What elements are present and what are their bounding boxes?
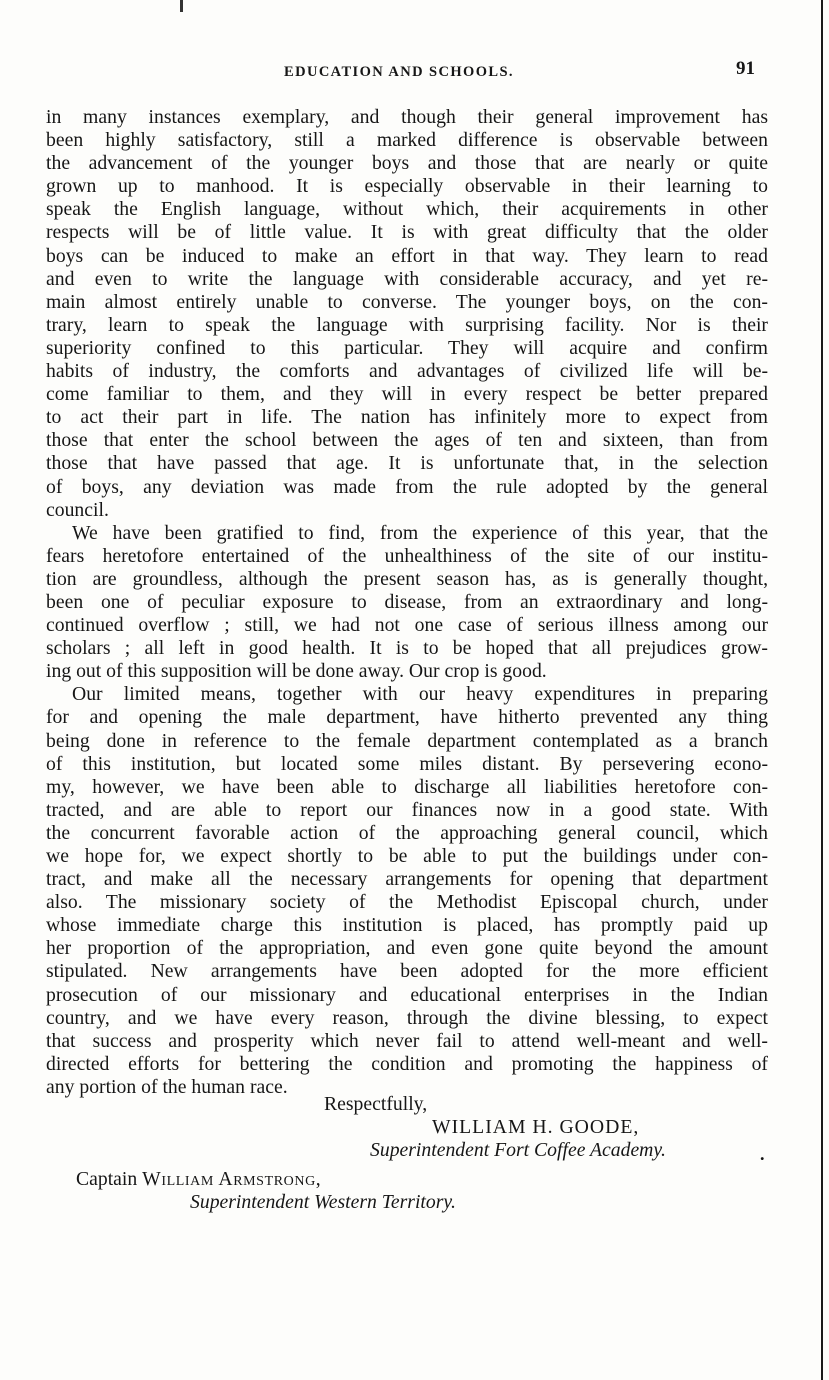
- text-line: speak the English language, without which, their acquirements in other: [46, 198, 768, 221]
- text-line: for and opening the male department, have hitherto prevented any thing: [46, 706, 768, 729]
- text-line: council.: [46, 498, 109, 521]
- text-line: also. The missionary society of the Methodist Episcopal church, under: [46, 891, 768, 914]
- text-line: tion are groundless, although the present season has, as is generally thought,: [46, 567, 768, 590]
- scan-mark: [180, 0, 183, 12]
- text-line: being done in reference to the female department contemplated as a branch: [46, 729, 768, 752]
- text-line: scholars ; all left in good health. It is to be hoped that all prejudices grow-: [46, 637, 768, 660]
- paragraph: [46, 106, 768, 522]
- text-line: tracted, and are able to report our finances now in a good state. With: [46, 798, 768, 821]
- text-line: my, however, we have been able to discharge all liabilities heretofore con-: [46, 775, 768, 798]
- text-line: that success and prosperity which never fail to attend well-meant and well-: [46, 1029, 768, 1052]
- text-line: those that enter the school between the ages of ten and sixteen, than from: [46, 429, 768, 452]
- text-line: the advancement of the younger boys and those that are nearly or quite: [46, 152, 768, 175]
- text-line: those that have passed that age. It is unfortunate that, in the selection: [46, 452, 768, 475]
- body-text: [46, 106, 768, 1099]
- text-line: the concurrent favorable action of the approaching general council, which: [46, 821, 768, 844]
- text-line: stipulated. New arrangements have been adopted for the more efficient: [46, 960, 768, 983]
- text-line: Our limited means, together with our heavy expenditures in preparing: [72, 683, 768, 706]
- text-line: continued overflow ; still, we had not one case of serious illness among our: [46, 614, 768, 637]
- text-line: prosecution of our missionary and educational enterprises in the Indian: [46, 983, 768, 1006]
- text-line: habits of industry, the comforts and advantages of civilized life will be-: [46, 360, 768, 383]
- paragraph: [46, 683, 768, 1099]
- text-line: tract, and make all the necessary arrangements for opening that department: [46, 868, 768, 891]
- text-line: We have been gratified to find, from the experience of this year, that the: [72, 521, 768, 544]
- text-line: come familiar to them, and they will in every respect be better prepared: [46, 383, 768, 406]
- signer-name: WILLIAM H. GOODE,: [432, 1116, 640, 1138]
- paragraph: [46, 522, 768, 684]
- text-line: grown up to manhood. It is especially observable in their learning to: [46, 175, 768, 198]
- addressee-prefix: Captain: [76, 1168, 143, 1190]
- text-line: to act their part in life. The nation has infinitely more to expect from: [46, 406, 768, 429]
- closing: Respectfully,: [324, 1093, 428, 1115]
- text-line: fears heretofore entertained of the unhealthiness of the site of our institu-: [46, 544, 768, 567]
- addressee-name: William Armstrong,: [142, 1168, 322, 1190]
- text-line: country, and we have every reason, through the divine blessing, to expect: [46, 1006, 768, 1029]
- text-line: we hope for, we expect shortly to be able to put the buildings under con-: [46, 845, 768, 867]
- signer-title: Superintendent Fort Coffee Academy.: [370, 1139, 666, 1161]
- running-head: EDUCATION AND SCHOOLS.: [284, 64, 514, 80]
- text-line: whose immediate charge this institution is placed, has promptly paid up: [46, 914, 768, 937]
- text-line: been highly satisfactory, still a marked difference is observable between: [46, 129, 768, 152]
- text-line: her proportion of the appropriation, and even gone quite beyond the amount: [46, 937, 768, 960]
- text-line: been one of peculiar exposure to disease, from an extraordinary and long-: [46, 590, 768, 613]
- page-number: 91: [736, 58, 755, 79]
- text-line: superiority confined to this particular. They will acquire and confirm: [46, 336, 768, 359]
- text-line: ing out of this supposition will be done away. Our crop is good.: [46, 660, 547, 683]
- text-line: of this institution, but located some miles distant. By persevering econo-: [46, 752, 768, 775]
- addressee: [76, 1168, 829, 1191]
- text-line: in many instances exemplary, and though their general improvement has: [46, 106, 768, 128]
- text-line: directed efforts for bettering the condition and promoting the happiness of: [46, 1052, 768, 1075]
- text-line: respects will be of little value. It is with great difficulty that the older: [46, 221, 768, 244]
- text-line: any portion of the human race.: [46, 1075, 288, 1098]
- text-line: boys can be induced to make an effort in that way. They learn to read: [46, 244, 768, 267]
- text-line: main almost entirely unable to converse. The younger boys, on the con-: [46, 290, 768, 313]
- stray-mark: .: [760, 1144, 765, 1164]
- addressee-title: Superintendent Western Territory.: [190, 1191, 456, 1213]
- text-line: of boys, any deviation was made from the rule adopted by the general: [46, 475, 768, 498]
- text-line: trary, learn to speak the language with surprising facility. Nor is their: [46, 313, 768, 336]
- text-line: and even to write the language with considerable accuracy, and yet re-: [46, 267, 768, 290]
